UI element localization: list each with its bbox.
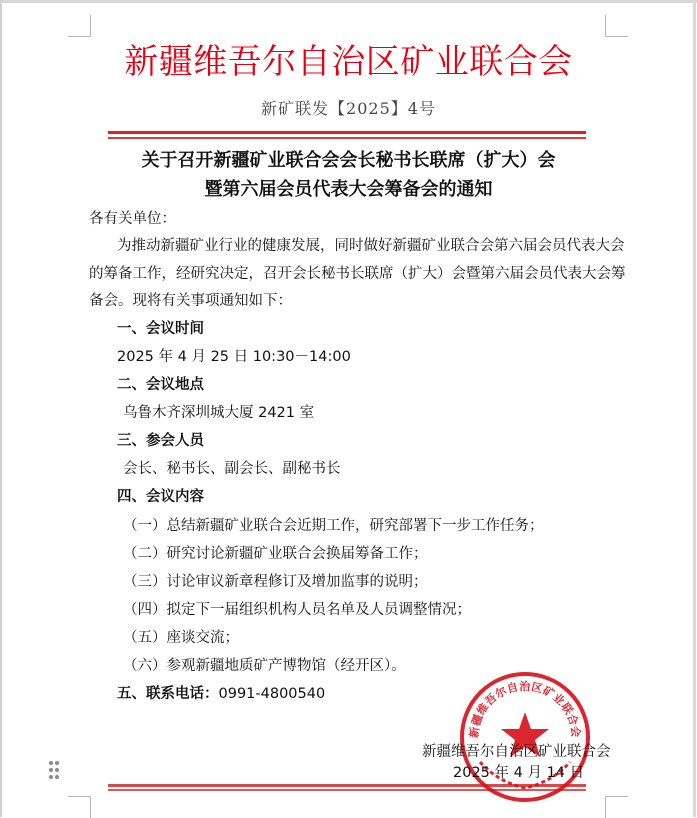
official-seal <box>458 670 592 804</box>
header-red-rule-thick <box>108 131 586 134</box>
page-top-edge <box>0 0 697 3</box>
section-heading-time: 一、会议时间 <box>117 321 204 337</box>
margin-corner-mark-bottom-left <box>68 796 91 818</box>
section-heading-contact: 五、联系电话： <box>117 686 219 702</box>
svg-text:新疆维吾尔自治区矿业联合会: 新疆维吾尔自治区矿业联合会 <box>467 680 583 739</box>
section-heading-attendees: 三、参会人员 <box>117 433 204 449</box>
drag-handle-icon[interactable] <box>48 760 62 780</box>
agenda-item: （一）总结新疆矿业联合会近期工作，研究部署下一步工作任务； <box>123 518 544 534</box>
subject-title-line-2: 暨第六届会员代表大会筹备会的通知 <box>204 179 493 200</box>
meeting-location: 乌鲁木齐深圳城大厦 2421 室 <box>123 405 315 421</box>
margin-corner-mark-top-left <box>68 15 91 37</box>
section-heading-agenda: 四、会议内容 <box>117 489 204 505</box>
agenda-item: （六）参观新疆地质矿产博物馆（经开区）。 <box>123 658 406 674</box>
intro-paragraph-line-1: 为推动新疆矿业行业的健康发展，同时做好新疆矿业联合会第六届会员代表大会 <box>117 238 625 254</box>
intro-paragraph-line-3: 备会。现将有关事项通知如下： <box>89 293 292 309</box>
org-letterhead-title: 新疆维吾尔自治区矿业联合会 <box>124 42 573 82</box>
subject-title-line-1: 关于召开新疆矿业联合会会长秘书长联席（扩大）会 <box>141 150 556 171</box>
margin-corner-mark-top-right <box>605 15 628 37</box>
header-red-rule-thin <box>108 137 586 139</box>
signature-organization: 新疆维吾尔自治区矿业联合会 <box>422 744 611 760</box>
page-right-edge <box>693 0 696 817</box>
agenda-item: （二）研究讨论新疆矿业联合会换届筹备工作； <box>123 546 428 562</box>
section-heading-location: 二、会议地点 <box>117 377 204 393</box>
salutation: 各有关单位： <box>89 211 176 227</box>
agenda-item: （五）座谈交流； <box>123 630 239 646</box>
agenda-item: （四）拟定下一届组织机构人员名单及人员调整情况； <box>123 602 471 618</box>
page-left-edge <box>0 0 2 817</box>
contact-phone-number: 0991-4800540 <box>218 686 326 702</box>
meeting-attendees: 会长、秘书长、副会长、副秘书长 <box>123 461 341 477</box>
meeting-time: 2025 年 4 月 25 日 10:30－14:00 <box>117 349 351 365</box>
signature-date: 2025 年 4 月 14 日 <box>453 765 585 781</box>
margin-corner-mark-bottom-right <box>605 796 628 818</box>
contact-phone-row <box>117 684 325 704</box>
document-number: 新矿联发【2025】4号 <box>261 99 436 118</box>
intro-paragraph-line-2: 的筹备工作，经研究决定，召开会长秘书长联席（扩大）会暨第六届会员代表大会筹 <box>89 266 626 282</box>
agenda-item: （三）讨论审议新章程修订及增加监事的说明； <box>123 574 428 590</box>
